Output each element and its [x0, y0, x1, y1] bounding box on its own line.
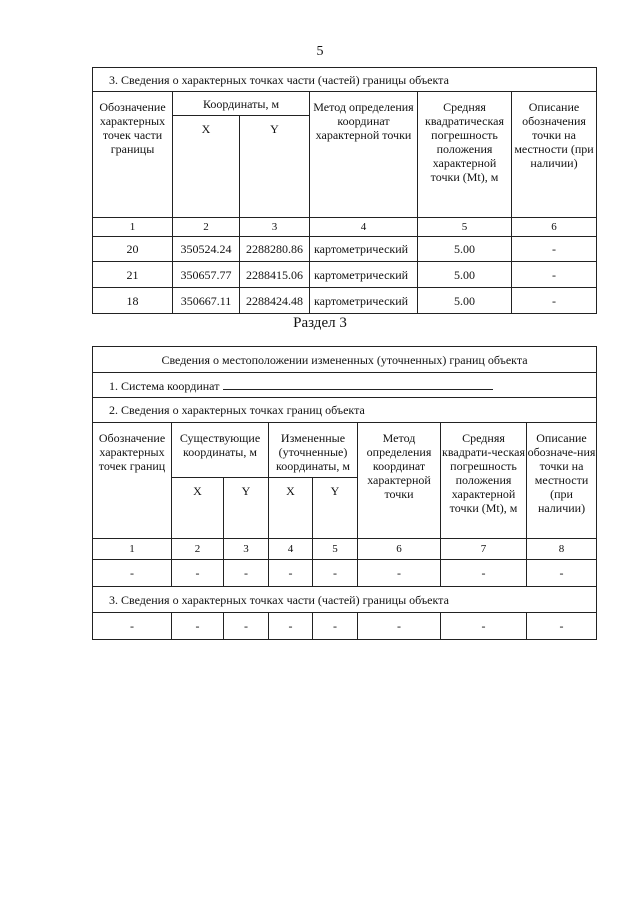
table2-subtitle: 2. Сведения о характерных точках границ объекта: [93, 398, 597, 423]
cell-error: 5.00: [418, 262, 512, 288]
changed-borders-table: [92, 346, 597, 640]
cell-existing-x: -: [172, 560, 224, 587]
cell-existing-x: -: [172, 613, 224, 640]
cell-changed-x: -: [269, 560, 313, 587]
cell-point: -: [93, 613, 172, 640]
cell-point: 20: [93, 237, 173, 262]
header-description: Описание обозначения точки на местности (при наличии): [512, 92, 597, 218]
cell-error: 5.00: [418, 237, 512, 262]
col-number: 5: [313, 539, 358, 560]
table-row: [93, 262, 597, 288]
header-existing-coords: Существующие координаты, м: [172, 423, 269, 478]
cell-method: картометрический: [310, 237, 418, 262]
cell-method: -: [358, 560, 441, 587]
cell-changed-y: -: [313, 560, 358, 587]
header-x: X: [269, 478, 313, 539]
coord-system-label: 1. Система координат: [109, 378, 220, 393]
coord-system-blank: [223, 378, 493, 390]
header-error: Средняя квадратическая погрешность положения характерной точки (Mt), м: [418, 92, 512, 218]
table2-title: Сведения о местоположении измененных (уточненных) границ объекта: [93, 347, 597, 373]
cell-error: 5.00: [418, 288, 512, 314]
cell-description: -: [527, 613, 597, 640]
cell-y: 2288415.06: [240, 262, 310, 288]
cell-existing-y: -: [224, 613, 269, 640]
cell-method: -: [358, 613, 441, 640]
part-points-table: [92, 67, 597, 314]
table-row: [93, 613, 597, 640]
col-number: 7: [441, 539, 527, 560]
col-number: 1: [93, 218, 173, 237]
part-points-title: 3. Сведения о характерных точках части (частей) границы объекта: [93, 587, 597, 613]
cell-error: -: [441, 560, 527, 587]
col-number: 6: [358, 539, 441, 560]
table-row: [93, 288, 597, 314]
cell-point: 18: [93, 288, 173, 314]
cell-point: 21: [93, 262, 173, 288]
cell-changed-x: -: [269, 613, 313, 640]
col-number: 8: [527, 539, 597, 560]
header-coords: Координаты, м: [173, 92, 310, 116]
col-number: 2: [173, 218, 240, 237]
cell-x: 350667.11: [173, 288, 240, 314]
col-number: 3: [224, 539, 269, 560]
cell-x: 350657.77: [173, 262, 240, 288]
page-number: 5: [316, 44, 324, 59]
col-number: 3: [240, 218, 310, 237]
cell-method: картометрический: [310, 262, 418, 288]
coord-system-row: [93, 373, 597, 398]
header-y: Y: [313, 478, 358, 539]
col-number: 2: [172, 539, 224, 560]
cell-description: -: [512, 288, 597, 314]
header-method: Метод определения координат характерной точки: [310, 92, 418, 218]
cell-description: -: [527, 560, 597, 587]
header-description: Описание обозначе-ния точки на местности (при наличии): [527, 423, 597, 539]
cell-y: 2288424.48: [240, 288, 310, 314]
cell-method: картометрический: [310, 288, 418, 314]
cell-existing-y: -: [224, 560, 269, 587]
header-y: Y: [240, 116, 310, 218]
cell-error: -: [441, 613, 527, 640]
col-number: 1: [93, 539, 172, 560]
cell-description: -: [512, 262, 597, 288]
cell-description: -: [512, 237, 597, 262]
section-title: Раздел 3: [293, 315, 347, 331]
col-number: 4: [310, 218, 418, 237]
header-point: Обозначение характерных точек границ: [93, 423, 172, 539]
header-error: Средняя квадрати-ческая погрешность положения характерной точки (Mt), м: [441, 423, 527, 539]
cell-y: 2288280.86: [240, 237, 310, 262]
header-y: Y: [224, 478, 269, 539]
header-x: X: [173, 116, 240, 218]
cell-changed-y: -: [313, 613, 358, 640]
col-number: 4: [269, 539, 313, 560]
cell-x: 350524.24: [173, 237, 240, 262]
header-method: Метод определения координат характерной точки: [358, 423, 441, 539]
col-number: 5: [418, 218, 512, 237]
table-row: [93, 237, 597, 262]
header-changed-coords: Измененные (уточненные) координаты, м: [269, 423, 358, 478]
cell-point: -: [93, 560, 172, 587]
header-x: X: [172, 478, 224, 539]
header-point: Обозначение характерных точек части границы: [93, 92, 173, 218]
col-number: 6: [512, 218, 597, 237]
table-row: [93, 560, 597, 587]
table1-title: 3. Сведения о характерных точках части (частей) границы объекта: [93, 68, 597, 92]
